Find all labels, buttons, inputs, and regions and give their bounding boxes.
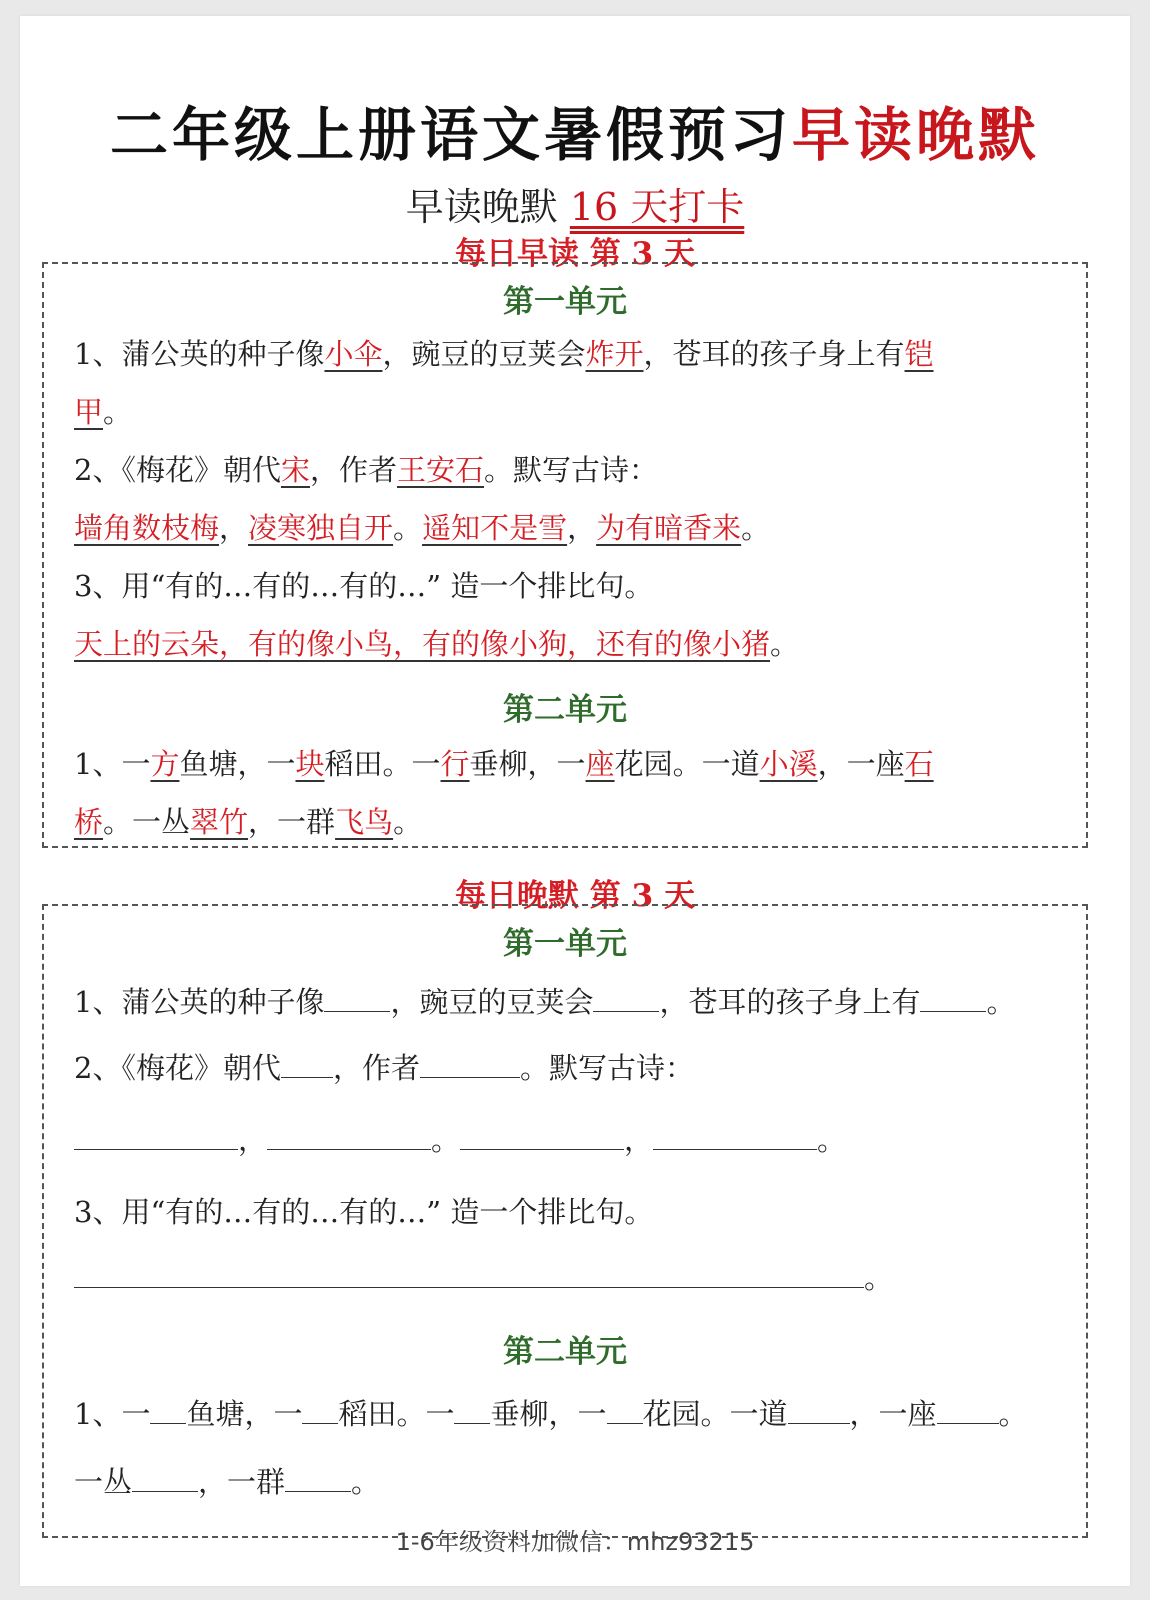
q-text: 稻田。一 bbox=[338, 1397, 455, 1431]
morning-day-label: 每日早读 第 3 天 bbox=[455, 236, 695, 272]
q-text: 。 bbox=[351, 1465, 381, 1499]
answer: 王安石 bbox=[396, 453, 484, 487]
evening-u1-q3: 3、用“有的…有的…有的…” 造一个排比句。 bbox=[74, 1195, 654, 1229]
fill-blank[interactable] bbox=[420, 1051, 520, 1078]
evening-box bbox=[42, 904, 1088, 1538]
fill-blank[interactable] bbox=[607, 1397, 643, 1424]
morning-u1-q1-line1 bbox=[74, 334, 934, 374]
punct: 。 bbox=[864, 1261, 894, 1295]
q-text: 。 bbox=[103, 395, 133, 429]
fill-blank[interactable] bbox=[281, 1051, 333, 1078]
q-text: 鱼塘，一 bbox=[179, 747, 296, 781]
answer: 铠 bbox=[904, 337, 934, 371]
morning-unit2-heading: 第二单元 bbox=[503, 692, 627, 728]
answer: 块 bbox=[295, 747, 325, 781]
answer: 凌寒独自开 bbox=[248, 511, 394, 545]
morning-u1-q3: 3、用“有的…有的…有的…” 造一个排比句。 bbox=[74, 569, 654, 603]
answer: 宋 bbox=[280, 453, 310, 487]
punct: 。 bbox=[431, 1123, 461, 1157]
evening-unit1-heading: 第一单元 bbox=[503, 926, 627, 962]
q-text: 1、蒲公英的种子像 bbox=[74, 337, 325, 371]
worksheet-page bbox=[20, 16, 1130, 1586]
q-text: 。默写古诗： bbox=[519, 1051, 694, 1085]
evening-u1-q3-answer bbox=[74, 1258, 893, 1298]
q-text: 1、蒲公英的种子像 bbox=[74, 985, 325, 1019]
answer: 飞鸟 bbox=[335, 805, 394, 839]
page-title bbox=[20, 88, 1130, 172]
answer: 行 bbox=[440, 747, 470, 781]
punct: ， bbox=[219, 511, 249, 545]
answer: 甲 bbox=[74, 395, 104, 429]
fill-blank[interactable] bbox=[653, 1123, 817, 1150]
q-text: 垂柳，一 bbox=[490, 1397, 607, 1431]
answer: 小伞 bbox=[324, 337, 383, 371]
answer: 座 bbox=[585, 747, 615, 781]
q-text: ，作者 bbox=[332, 1051, 420, 1085]
morning-u2-q1-line1 bbox=[74, 744, 934, 784]
fill-blank[interactable] bbox=[593, 985, 659, 1012]
punct: 。 bbox=[741, 511, 771, 545]
q-text: 一丛 bbox=[74, 1465, 133, 1499]
evening-u2-q1 bbox=[74, 1394, 1028, 1434]
q-text: ，豌豆的豆荚会 bbox=[390, 985, 594, 1019]
q-text: 。 bbox=[393, 805, 423, 839]
fill-blank[interactable] bbox=[150, 1397, 186, 1424]
answer: 翠竹 bbox=[190, 805, 249, 839]
q-text: 1、一 bbox=[74, 747, 151, 781]
answer: 方 bbox=[150, 747, 180, 781]
fill-blank[interactable] bbox=[267, 1123, 431, 1150]
page-subtitle bbox=[20, 176, 1130, 231]
evening-u1-poem bbox=[74, 1120, 846, 1160]
q-text: 垂柳，一 bbox=[469, 747, 586, 781]
morning-u1-q2 bbox=[74, 450, 658, 490]
q-text: ，豌豆的豆荚会 bbox=[382, 337, 586, 371]
q-text: 2、《梅花》朝代 bbox=[74, 1051, 281, 1085]
punct: ， bbox=[238, 1123, 268, 1157]
q-text: ，苍耳的孩子身上有 bbox=[659, 985, 921, 1019]
q-text: 稻田。一 bbox=[324, 747, 441, 781]
q-text: 2、《梅花》朝代 bbox=[74, 453, 281, 487]
fill-blank[interactable] bbox=[302, 1397, 338, 1424]
punct: 。 bbox=[393, 511, 423, 545]
q-text: 鱼塘，一 bbox=[186, 1397, 303, 1431]
q-text: 花园。一道 bbox=[642, 1397, 788, 1431]
fill-blank[interactable] bbox=[324, 985, 390, 1012]
punct: 。 bbox=[817, 1123, 847, 1157]
q-text: ，作者 bbox=[309, 453, 397, 487]
fill-blank[interactable] bbox=[74, 1261, 864, 1288]
q-text: 花园。一道 bbox=[614, 747, 760, 781]
answer: 炸开 bbox=[585, 337, 644, 371]
answer: 遥知不是雪 bbox=[422, 511, 568, 545]
q-text: ，苍耳的孩子身上有 bbox=[643, 337, 905, 371]
answer: 为有暗香来 bbox=[596, 511, 742, 545]
answer: 墙角数枝梅 bbox=[74, 511, 220, 545]
fill-blank[interactable] bbox=[920, 985, 986, 1012]
evening-unit2-heading: 第二单元 bbox=[503, 1334, 627, 1370]
answer: 石 bbox=[904, 747, 934, 781]
morning-u1-q3-answer bbox=[74, 624, 799, 664]
answer: 小溪 bbox=[759, 747, 818, 781]
footer-contact: 1-6年级资料加微信：mhz93215 bbox=[395, 1528, 755, 1556]
punct: ， bbox=[567, 511, 597, 545]
evening-u1-q2 bbox=[74, 1048, 694, 1088]
punct: 。 bbox=[770, 627, 800, 661]
fill-blank[interactable] bbox=[454, 1397, 490, 1424]
evening-u1-q1 bbox=[74, 982, 1016, 1022]
fill-blank[interactable] bbox=[460, 1123, 624, 1150]
morning-box bbox=[42, 262, 1088, 848]
title-main: 二年级上册语文暑假预习 bbox=[109, 101, 792, 169]
q-text: ，一座 bbox=[849, 1397, 937, 1431]
morning-u2-q1-line2 bbox=[74, 802, 422, 842]
fill-blank[interactable] bbox=[285, 1465, 351, 1492]
evening-day-label: 每日晚默 第 3 天 bbox=[455, 878, 695, 914]
evening-u2-q2 bbox=[74, 1462, 380, 1502]
q-text: 。一丛 bbox=[103, 805, 191, 839]
fill-blank[interactable] bbox=[937, 1397, 999, 1424]
answer: 桥 bbox=[74, 805, 104, 839]
q-text: ，一群 bbox=[198, 1465, 286, 1499]
answer: 天上的云朵，有的像小鸟，有的像小狗，还有的像小猪 bbox=[74, 627, 771, 661]
morning-u1-poem bbox=[74, 508, 770, 548]
fill-blank[interactable] bbox=[74, 1123, 238, 1150]
q-text: ，一座 bbox=[817, 747, 905, 781]
q-text: 。默写古诗： bbox=[484, 453, 659, 487]
subtitle-accent: 16 天打卡 bbox=[569, 185, 745, 229]
subtitle-main: 早读晚默 bbox=[405, 185, 570, 229]
morning-unit1-heading: 第一单元 bbox=[503, 284, 627, 320]
title-accent: 早读晚默 bbox=[792, 101, 1041, 169]
fill-blank[interactable] bbox=[788, 1397, 850, 1424]
q-text: 。 bbox=[986, 985, 1016, 1019]
q-text: 。 bbox=[998, 1397, 1028, 1431]
q-text: ，一群 bbox=[248, 805, 336, 839]
q-text: 1、一 bbox=[74, 1397, 151, 1431]
fill-blank[interactable] bbox=[132, 1465, 198, 1492]
morning-u1-q1-line2 bbox=[74, 392, 132, 432]
punct: ， bbox=[624, 1123, 654, 1157]
